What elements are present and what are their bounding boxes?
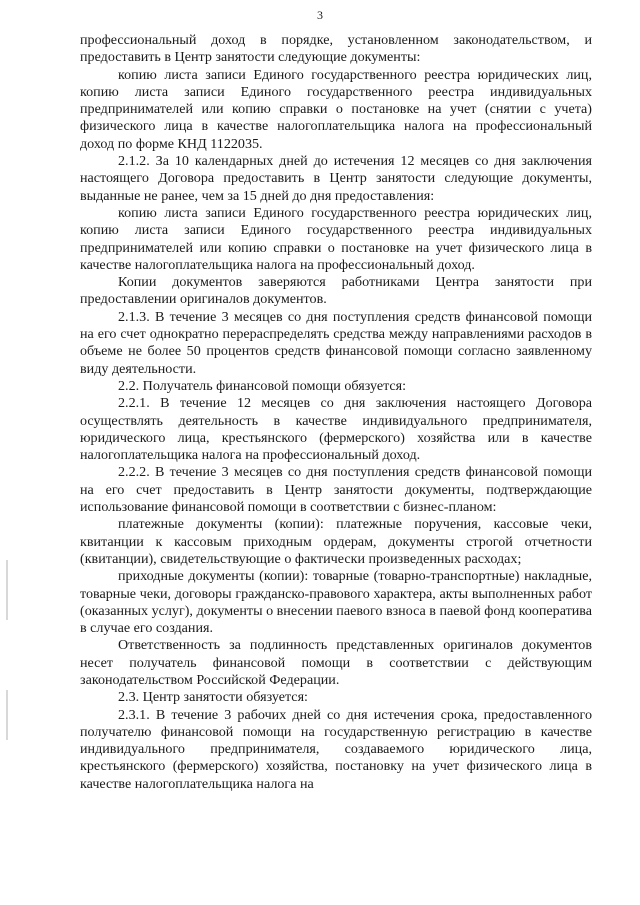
paragraph: 2.1.2. За 10 календарных дней до истечения 12 месяцев со дня заключения настоящего Договора предоставить в Центр занятости следующие документы, выданные не ранее, чем за 15 дней до дня предоставления: xyxy=(80,153,592,204)
paragraph: 2.3.1. В течение 3 рабочих дней со дня истечения срока, предоставленного получателю финансовой помощи на государственную регистрацию в качестве индивидуального предпринимателя, создаваемого юридического лица, крестьянского (фермерского) хозяйства, постановку на учет физического лица в качестве налогоплательщика налога на xyxy=(80,706,592,792)
scan-edge-mark xyxy=(6,560,8,620)
paragraph: 2.1.3. В течение 3 месяцев со дня поступления средств финансовой помощи на его счет однократно перераспределять средства между направлениями расходов в объеме не более 50 процентов средств финансовой помощи согласно заявленному виду деятельности. xyxy=(80,308,592,377)
paragraph: копию листа записи Единого государственного реестра юридических лиц, копию листа записи Единого государственного реестра индивидуальных предпринимателей или копию справки о постановке на учет физического лица в качестве налогоплательщика налога на профессиональный доход. xyxy=(80,204,592,273)
paragraph: копию листа записи Единого государственного реестра юридических лиц, копию листа записи Единого государственного реестра индивидуальных предпринимателей или копию справки о постановке на учет (снятии с учета) физического лица в качестве налогоплательщика налога на профессиональный доход по форме КНД 1122035. xyxy=(80,66,592,152)
paragraph: 2.2.1. В течение 12 месяцев со дня заключения настоящего Договора осуществлять деятельность в качестве индивидуального предпринимателя, юридического лица, крестьянского (фермерского) хозяйства или в качестве налогоплательщика налога на профессиональный доход. xyxy=(80,395,592,464)
paragraph: платежные документы (копии): платежные поручения, кассовые чеки, квитанции к кассовым приходным ордерам, документы строгой отчетности (квитанции), свидетельствующие о фактически произведенных расходах; xyxy=(80,516,592,567)
page-number: 3 xyxy=(317,8,323,22)
paragraph: 2.3. Центр занятости обязуется: xyxy=(118,689,308,706)
paragraph: 2.2. Получатель финансовой помощи обязуется: xyxy=(118,377,407,394)
paragraph: Ответственность за подлинность представленных оригиналов документов несет получатель финансовой помощи в соответствии с действующим законодательством Российской Федерации. xyxy=(80,637,592,688)
scan-edge-mark xyxy=(6,690,8,740)
document-body xyxy=(80,32,592,793)
paragraph: профессиональный доход в порядке, установленном законодательством, и предоставить в Центр занятости следующие документы: xyxy=(80,32,592,66)
paragraph: Копии документов заверяются работниками Центра занятости при предоставлении оригиналов документов. xyxy=(80,274,592,308)
paragraph: приходные документы (копии): товарные (товарно-транспортные) накладные, товарные чеки, договоры гражданско-правового характера, акты выполненных работ (оказанных услуг), документы о внесении паевого взноса в паевой фонд кооператива в случае его создания. xyxy=(80,568,593,637)
paragraph: 2.2.2. В течение 3 месяцев со дня поступления средств финансовой помощи на его счет предоставить в Центр занятости документы, подтверждающие использование финансовой помощи в соответствии с бизнес-планом: xyxy=(80,464,592,516)
